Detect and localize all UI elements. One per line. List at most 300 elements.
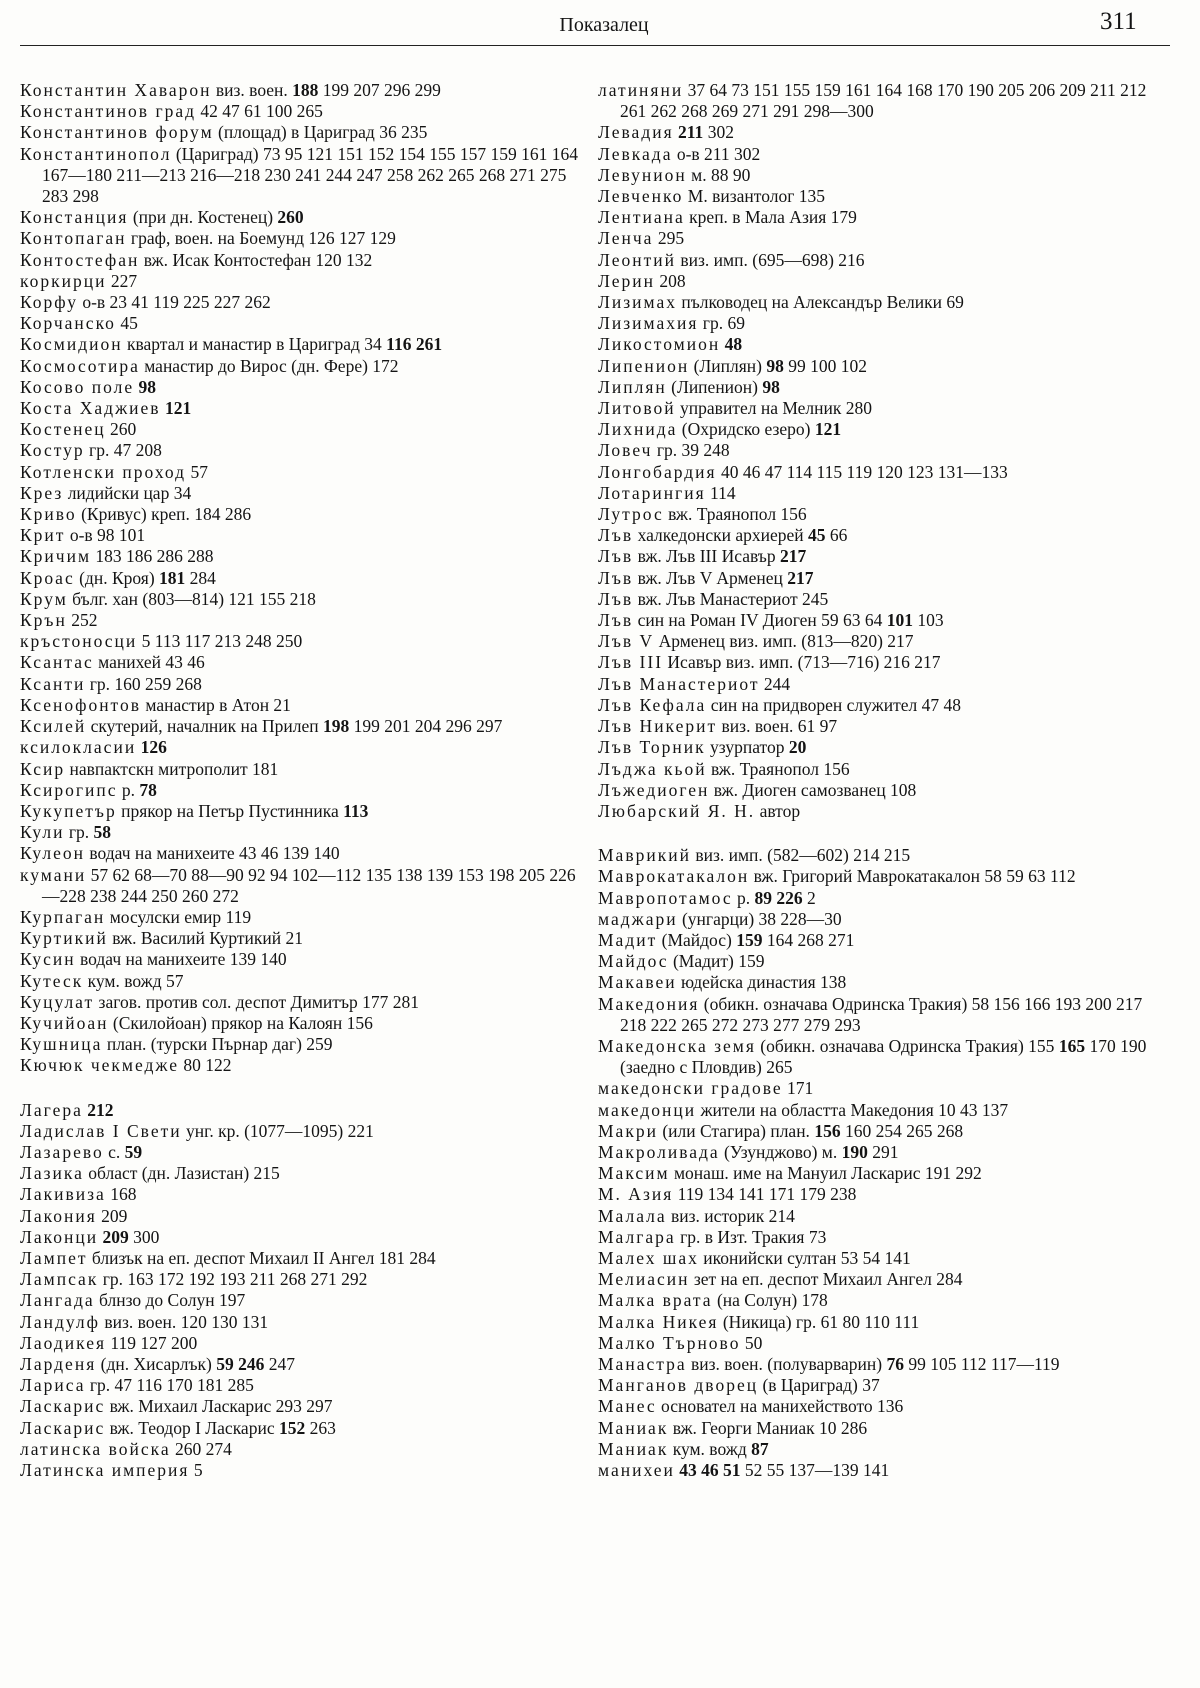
index-entry <box>20 928 580 949</box>
entry-text: (в Цариград) 37 <box>758 1375 880 1396</box>
index-entry <box>20 971 580 992</box>
index-headword: Ловеч <box>598 440 653 461</box>
index-entry <box>20 1248 580 1269</box>
entry-text: 168 <box>105 1184 137 1205</box>
bold-page-ref: 59 <box>124 1141 143 1162</box>
entry-text: кум. вожд <box>668 1438 752 1459</box>
index-entry <box>20 695 580 716</box>
index-entry <box>20 377 580 398</box>
index-headword: Макроливада <box>598 1141 720 1162</box>
entry-text: (обикн. означава Одринска Тракия) 58 156 166 193 200 217 218 222 265 272 273 277 279 293 <box>620 993 1143 1035</box>
index-headword: Малка врата <box>598 1290 713 1311</box>
index-entry <box>598 398 1168 419</box>
bold-page-ref: 116 261 <box>386 334 443 355</box>
index-entry <box>598 462 1168 483</box>
entry-text: унг. кр. (1077—1095) 221 <box>181 1120 374 1141</box>
entry-text: бълг. хан (803—814) 121 155 218 <box>67 588 316 609</box>
entry-text: 5 113 117 213 248 250 <box>137 631 303 652</box>
index-headword: Ксанти <box>20 673 86 694</box>
index-entry <box>20 992 580 1013</box>
index-headword: Липлян <box>598 376 667 397</box>
index-headword: Маврикий <box>598 845 691 866</box>
index-entry <box>598 165 1168 186</box>
entry-text: прякор на Петър Пустинника <box>116 800 344 821</box>
entry-text: 50 <box>740 1332 763 1353</box>
index-headword: Костенец <box>20 419 106 440</box>
index-entry <box>20 504 580 525</box>
index-headword: Кушница <box>20 1034 103 1055</box>
index-entry <box>598 122 1168 143</box>
index-entry <box>598 1460 1168 1481</box>
index-headword: Константинов форум <box>20 122 214 143</box>
entry-text: гр. 160 259 268 <box>85 673 202 694</box>
bold-page-ref: 59 246 <box>216 1353 265 1374</box>
index-entry <box>598 1354 1168 1375</box>
index-headword: Кулеон <box>20 843 85 864</box>
entry-text: 260 <box>105 419 137 440</box>
entry-text: 170 190 (заедно с Пловдив) 265 <box>620 1035 1147 1078</box>
entry-text: жители на областта Македония 10 43 137 <box>696 1099 1009 1120</box>
index-headword: Лизимахия <box>598 313 699 334</box>
index-headword: Крум <box>20 588 68 609</box>
entry-text: м. 88 90 <box>686 164 751 185</box>
index-headword: Леонтий <box>598 249 677 270</box>
index-entry <box>598 568 1168 589</box>
index-headword: Лариса <box>20 1375 86 1396</box>
index-entry <box>598 951 1168 972</box>
entry-text: о-в 23 41 119 225 227 262 <box>77 292 271 313</box>
entry-text: (на Солун) 178 <box>712 1290 828 1311</box>
bold-page-ref: 217 <box>779 546 807 567</box>
index-headword: Космидион <box>20 334 123 355</box>
entry-text: управител на Мелник 280 <box>675 398 873 419</box>
index-headword: Косово поле <box>20 376 135 397</box>
index-headword: Кричим <box>20 546 92 567</box>
index-headword: Макри <box>598 1120 658 1141</box>
index-headword: Мадит <box>598 929 658 950</box>
index-headword: Крит <box>20 525 66 546</box>
bold-page-ref: 126 <box>140 737 167 758</box>
index-entry <box>598 1121 1168 1142</box>
index-entry <box>598 1290 1168 1311</box>
index-headword: Лангада <box>20 1290 95 1311</box>
index-entry <box>20 1418 580 1439</box>
index-headword: маджари <box>598 908 678 929</box>
index-entry <box>598 356 1168 377</box>
index-headword: Корчанско <box>20 313 116 334</box>
index-headword: Малала <box>598 1205 667 1226</box>
entry-text: 209 <box>96 1205 128 1226</box>
bold-page-ref: 43 46 51 <box>679 1460 741 1480</box>
index-headword: Ксилей <box>20 716 87 737</box>
index-entry <box>598 1184 1168 1205</box>
index-headword: Лотарингия <box>598 482 706 503</box>
entry-text: основател на манихейството 136 <box>656 1396 904 1417</box>
entry-text: 57 62 68—70 88—90 92 94 102—112 135 138 139 153 198 205 226—228 238 244 250 260 272 <box>42 864 576 906</box>
entry-text: гр. в Изт. Тракия 73 <box>675 1226 827 1247</box>
index-entry <box>598 1163 1168 1184</box>
index-headword: Литовой <box>598 398 676 419</box>
index-headword: Лампет <box>20 1247 88 1268</box>
entry-text: 103 <box>913 610 944 631</box>
index-entry <box>20 780 580 801</box>
bold-page-ref: 45 <box>808 525 826 546</box>
entry-text: лидийски цар 34 <box>63 482 192 503</box>
entry-text: виз. воен. (полуварварин) <box>686 1353 887 1374</box>
page-number: 311 <box>1100 8 1137 35</box>
entry-text: блнзо до Солун 197 <box>94 1290 246 1311</box>
index-headword: Лихнида <box>598 419 678 440</box>
bold-page-ref: 121 <box>814 419 842 440</box>
index-entry <box>20 1269 580 1290</box>
index-headword: Ландулф <box>20 1311 100 1332</box>
index-entry <box>20 271 580 292</box>
index-headword: Любарский Я. Н. <box>598 800 756 821</box>
index-entry <box>20 462 580 483</box>
entry-text: виз. воен. 61 97 <box>717 716 838 737</box>
index-entry <box>20 1142 580 1163</box>
index-headword: Лазика <box>20 1163 84 1184</box>
index-entry <box>598 994 1168 1036</box>
entry-text: 164 268 271 <box>762 929 855 950</box>
entry-text: 183 186 286 288 <box>91 546 214 567</box>
entry-text: вж. Григорий Маврокатакалон 58 59 63 112 <box>749 866 1076 887</box>
index-entry <box>20 419 580 440</box>
entry-text: 40 46 47 114 115 119 120 123 131—133 <box>716 461 1008 482</box>
index-headword: Лагера <box>20 1099 83 1120</box>
entry-text: загов. против сол. деспот Димитър 177 281 <box>94 991 419 1012</box>
entry-text: юдейска династия 138 <box>676 972 847 993</box>
index-headword: Македонска земя <box>598 1035 756 1056</box>
index-entry <box>20 1055 580 1076</box>
index-entry <box>20 1206 580 1227</box>
index-headword: Маврокатакалон <box>598 866 750 887</box>
entry-text: р. <box>117 779 140 800</box>
entry-text: 199 201 204 296 297 <box>349 716 503 737</box>
entry-text: 114 <box>705 482 736 503</box>
index-entry <box>20 631 580 652</box>
entry-text: вж. Лъв Манастериот 245 <box>633 588 829 609</box>
entry-text: 42 47 61 100 265 <box>196 101 323 122</box>
entry-text: 37 64 73 151 155 159 161 164 168 170 190 205 206 209 211 212 261 262 268 269 271 291 298—300 <box>620 80 1147 122</box>
index-entry <box>598 440 1168 461</box>
entry-text: вж. Михаил Ласкарис 293 297 <box>105 1396 333 1417</box>
entry-text: мосулски емир 119 <box>105 906 252 927</box>
entry-text: 66 <box>825 525 848 546</box>
entry-text: 244 <box>759 673 791 694</box>
bold-page-ref: 181 <box>159 567 186 588</box>
index-entry <box>598 652 1168 673</box>
entry-text: област (дн. Лазистан) 215 <box>83 1163 280 1184</box>
entry-text: пълководец на Александър Велики 69 <box>676 292 964 313</box>
entry-text: квартал и манастир в Цариград 34 <box>122 334 387 355</box>
index-entry <box>20 568 580 589</box>
index-entry <box>598 546 1168 567</box>
index-entry <box>598 780 1168 801</box>
index-entry <box>598 1312 1168 1333</box>
index-entry <box>20 1184 580 1205</box>
entry-text: 252 <box>66 610 98 631</box>
index-entry <box>20 674 580 695</box>
index-entry <box>20 250 580 271</box>
index-entry <box>20 228 580 249</box>
entry-text: вж. Траянопол 156 <box>663 504 807 525</box>
index-entry <box>598 1078 1168 1099</box>
index-headword: Латинска империя <box>20 1460 190 1480</box>
index-headword: Космосотира <box>20 355 140 376</box>
index-entry <box>20 440 580 461</box>
entry-text: Исавър виз. имп. (713—716) 216 217 <box>663 652 941 673</box>
bold-page-ref: 78 <box>139 779 157 800</box>
entry-text: (Цариград) 73 95 121 151 152 154 155 157 159 161 164 167—180 211—213 216—218 230 241 244 247 258 262 265 268 271 275 283 298 <box>42 143 578 207</box>
entry-text: 227 <box>106 270 138 291</box>
index-headword: Ласкарис <box>20 1417 106 1438</box>
index-headword: Кючюк чекмедже <box>20 1055 180 1076</box>
entry-text: (унгарци) 38 228—30 <box>677 908 842 929</box>
index-entry <box>598 504 1168 525</box>
bold-page-ref: 20 <box>788 737 807 758</box>
index-headword: Лазарево <box>20 1141 104 1162</box>
index-entry <box>598 1227 1168 1248</box>
index-entry <box>20 80 580 101</box>
entry-text: (Кривус) креп. 184 286 <box>76 504 252 525</box>
entry-text: виз. историк 214 <box>666 1205 795 1226</box>
index-headword: Криво <box>20 504 77 525</box>
index-entry <box>20 1227 580 1248</box>
index-column-left <box>20 80 580 1481</box>
index-headword: Лъв Манастериот <box>598 673 760 694</box>
index-entry <box>20 1100 580 1121</box>
index-headword: Мавропотамос <box>598 887 733 908</box>
index-entry <box>20 822 580 843</box>
index-entry <box>20 589 580 610</box>
bold-page-ref: 152 <box>278 1417 306 1438</box>
entry-text: (Липенион) <box>666 376 763 397</box>
index-entry <box>20 907 580 928</box>
bold-page-ref: 76 <box>886 1353 904 1374</box>
index-entry <box>20 356 580 377</box>
index-headword: Ладислав I Свети <box>20 1120 182 1141</box>
index-entry <box>598 1333 1168 1354</box>
entry-text: (Майдос) <box>657 929 737 950</box>
index-entry <box>598 737 1168 758</box>
index-entry <box>598 525 1168 546</box>
entry-text: вж. Исак Контостефан 120 132 <box>139 249 373 270</box>
index-headword: Лъв <box>598 525 634 546</box>
index-headword: Лаодикея <box>20 1332 107 1353</box>
index-headword: латинска войска <box>20 1438 171 1459</box>
index-headword: Маниак <box>598 1417 669 1438</box>
index-entry <box>20 1333 580 1354</box>
index-headword: Лъв V <box>598 631 655 652</box>
entry-text: навпактскн митрополит 181 <box>65 758 279 779</box>
index-headword: Левкада <box>598 143 673 164</box>
entry-text: син на придворен служител 47 48 <box>706 694 961 715</box>
index-headword: Ларденя <box>20 1353 97 1374</box>
index-headword: Малка Никея <box>598 1311 719 1332</box>
entry-text: 291 <box>867 1141 899 1162</box>
section-gap <box>20 1077 580 1100</box>
index-headword: Константинопол <box>20 143 172 164</box>
entry-text: 284 <box>185 567 216 588</box>
index-entry <box>598 759 1168 780</box>
index-entry <box>598 1206 1168 1227</box>
index-entry <box>598 695 1168 716</box>
entry-text: 199 207 296 299 <box>318 80 441 100</box>
entry-text: близък на еп. деспот Михаил II Ангел 181 284 <box>87 1247 436 1268</box>
index-entry <box>598 888 1168 909</box>
entry-text: зет на еп. деспот Михаил Ангел 284 <box>689 1269 963 1290</box>
index-headword: Константин Хаварон <box>20 80 212 100</box>
index-headword: Лъв <box>598 546 634 567</box>
index-headword: Лакивиза <box>20 1184 106 1205</box>
index-entry <box>598 313 1168 334</box>
index-column-right <box>598 80 1168 1481</box>
entry-text: 160 254 265 268 <box>840 1120 964 1141</box>
bold-page-ref: 159 <box>736 929 763 950</box>
index-headword: Ксир <box>20 758 66 779</box>
index-entry <box>598 1142 1168 1163</box>
entry-text: вж. Теодор I Ласкарис <box>105 1417 279 1438</box>
index-headword: Ласкарис <box>20 1396 106 1417</box>
index-entry <box>598 334 1168 355</box>
index-headword: латиняни <box>598 80 684 100</box>
entry-text: (Мадит) 159 <box>668 951 765 972</box>
entry-text: гр. <box>64 822 94 843</box>
bold-page-ref: 98 <box>766 355 784 376</box>
entry-text: 171 <box>782 1078 814 1099</box>
index-headword: Куртикий <box>20 928 108 949</box>
entry-text: (дн. Кроя) <box>74 567 160 588</box>
index-headword: Максим <box>598 1163 670 1184</box>
index-headword: Лъв Торник <box>598 737 706 758</box>
entry-text: (Никица) гр. 61 80 110 111 <box>718 1311 920 1332</box>
index-headword: Корфу <box>20 292 78 313</box>
entry-text: 52 55 137—139 141 <box>740 1460 890 1480</box>
index-entry <box>598 845 1168 866</box>
entry-text: халкедонски архиерей <box>633 525 809 546</box>
entry-text: с. <box>103 1141 125 1162</box>
index-headword: Кусин <box>20 949 76 970</box>
index-entry <box>598 610 1168 631</box>
entry-text: 99 105 112 117—119 <box>904 1353 1060 1374</box>
bold-page-ref: 217 <box>787 567 814 588</box>
bold-page-ref: 98 <box>138 376 157 397</box>
index-headword: Кроас <box>20 567 75 588</box>
index-headword: Лентиана <box>598 207 685 228</box>
entry-text: манастир до Вирос (дн. Фере) 172 <box>139 355 399 376</box>
index-entry <box>598 419 1168 440</box>
index-headword: Кули <box>20 822 65 843</box>
entry-text: 119 127 200 <box>106 1332 198 1353</box>
index-headword: ксилокласии <box>20 737 137 758</box>
index-entry <box>598 1036 1168 1078</box>
index-headword: Лъв <box>598 588 634 609</box>
index-headword: коркирци <box>20 270 107 291</box>
index-headword: Кутеск <box>20 970 84 991</box>
index-headword: кумани <box>20 864 87 885</box>
bold-page-ref: 121 <box>164 398 192 419</box>
entry-text: манастир в Атон 21 <box>140 694 291 715</box>
index-headword: Малко Търново <box>598 1332 741 1353</box>
index-headword: Коста Хаджиев <box>20 398 161 419</box>
entry-text: граф, воен. на Боемунд 126 127 129 <box>126 228 396 249</box>
index-headword: Лъв Кефала <box>598 694 707 715</box>
index-headword: Мелиасин <box>598 1269 690 1290</box>
entry-text: кум. вожд 57 <box>83 970 184 991</box>
bold-page-ref: 260 <box>277 207 304 228</box>
index-headword: Лъв <box>598 610 634 631</box>
index-entry <box>20 1290 580 1311</box>
index-entry <box>20 313 580 334</box>
index-entry <box>20 1163 580 1184</box>
index-entry <box>20 716 580 737</box>
entry-text: вж. Лъв V Арменец <box>633 567 788 588</box>
entry-text: манихей 43 46 <box>93 652 205 673</box>
entry-text: (при дн. Костенец) <box>128 207 278 228</box>
index-entry <box>20 292 580 313</box>
entry-text: 2 <box>802 887 816 908</box>
index-headword: Левунион <box>598 164 687 185</box>
index-entry <box>598 186 1168 207</box>
index-entry <box>598 80 1168 122</box>
index-headword: македонци <box>598 1099 697 1120</box>
index-headword: Лутрос <box>598 504 664 525</box>
entry-text: вж. Диоген самозванец 108 <box>709 779 917 800</box>
entry-text: р. <box>732 887 755 908</box>
index-entry <box>598 866 1168 887</box>
entry-text: 300 <box>128 1226 160 1247</box>
index-headword: Лъжедиоген <box>598 779 710 800</box>
index-headword: М. Азия <box>598 1184 674 1205</box>
index-entry <box>20 1439 580 1460</box>
entry-text: 263 <box>305 1417 336 1438</box>
index-entry <box>598 1100 1168 1121</box>
entry-text: креп. в Мала Азия 179 <box>684 207 857 228</box>
entry-text: (Липлян) <box>689 355 767 376</box>
entry-text: о-в 98 101 <box>65 525 146 546</box>
entry-text: Арменец виз. имп. (813—820) 217 <box>654 631 914 652</box>
index-headword: Контостефан <box>20 249 140 270</box>
index-headword: Майдос <box>598 951 669 972</box>
entry-text: вж. Лъв III Исавър <box>633 546 780 567</box>
index-headword: Котленски проход <box>20 461 187 482</box>
index-headword: Лъв <box>598 567 634 588</box>
index-entry <box>598 930 1168 951</box>
entry-text: 260 274 <box>170 1438 232 1459</box>
index-entry <box>598 801 1168 822</box>
bold-page-ref: 48 <box>724 334 743 355</box>
entry-text: 208 <box>655 270 686 291</box>
index-headword: Македония <box>598 993 700 1014</box>
entry-text: виз. имп. (582—602) 214 215 <box>690 845 911 866</box>
index-headword: Крън <box>20 610 67 631</box>
index-headword: Куцулат <box>20 991 95 1012</box>
entry-text: М. византолог 135 <box>683 186 826 207</box>
entry-text: водач на манихеите 139 140 <box>75 949 287 970</box>
entry-text: монаш. име на Мануил Ласкарис 191 292 <box>669 1163 982 1184</box>
index-entry <box>20 1396 580 1417</box>
entry-text: скутерий, началник на Прилеп <box>86 716 324 737</box>
index-headword: Константинов град <box>20 101 197 122</box>
index-headword: Липенион <box>598 355 690 376</box>
entry-text: гр. 163 172 192 193 211 268 271 292 <box>98 1269 368 1290</box>
index-entry <box>598 631 1168 652</box>
entry-text: вж. Георги Маниак 10 286 <box>668 1417 868 1438</box>
index-headword: Малех шах <box>598 1247 699 1268</box>
entry-text: (Скилойоан) прякор на Калоян 156 <box>108 1012 373 1033</box>
entry-text: 295 <box>653 228 685 249</box>
